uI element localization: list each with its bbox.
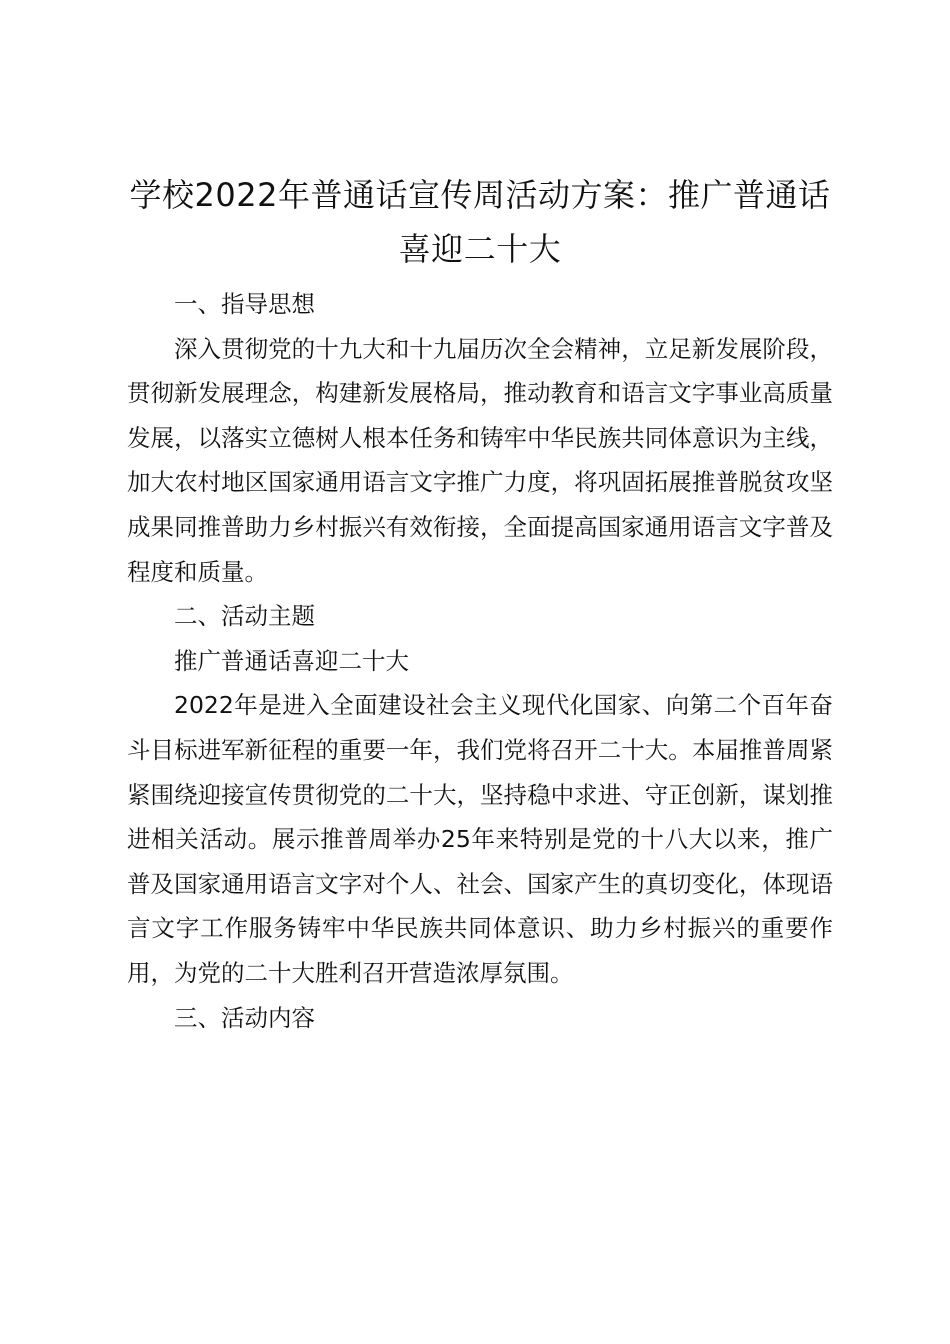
theme-paragraph: 推广普通话喜迎二十大 (174, 646, 409, 675)
document-title: 学校2022年普通话宣传周活动方案：推广普通话 喜迎二十大 (129, 176, 831, 268)
section-heading-content: 三、活动内容 (174, 1003, 315, 1032)
theme-description-paragraph: 2022年是进入全面建设社会主义现代化国家、向第二个百年奋斗目标进军新征程的重要一年，我们党将召开二十大。本届推普周紧紧围绕迎接宣传贯彻党的二十大，坚持稳中求进、守正创新，谋划推进相关活动。展示推普周举办25年来特别是党的十八大以来，推广普及国家通用语言文字对个人、社会、国家产生的真切变化，体现语言文字工作服务铸牢中华民族共同体意识、助力乡村振兴的重要作用，为党的二十大胜利召开营造浓厚氛围。 (127, 691, 833, 987)
document-body (127, 168, 833, 1040)
section-heading-theme: 二、活动主题 (174, 602, 315, 631)
guiding-paragraph: 深入贯彻党的十九大和十九届历次全会精神，立足新发展阶段，贯彻新发展理念，构建新发展格局，推动教育和语言文字事业高质量发展，以落实立德树人根本任务和铸牢中华民族共同体意识为主线，加大农村地区国家通用语言文字推广力度，将巩固拓展推普脱贫攻坚成果同推普助力乡村振兴有效衔接，全面提高国家通用语言文字普及程度和质量。 (127, 334, 833, 586)
section-heading-guiding: 一、指导思想 (174, 290, 315, 318)
